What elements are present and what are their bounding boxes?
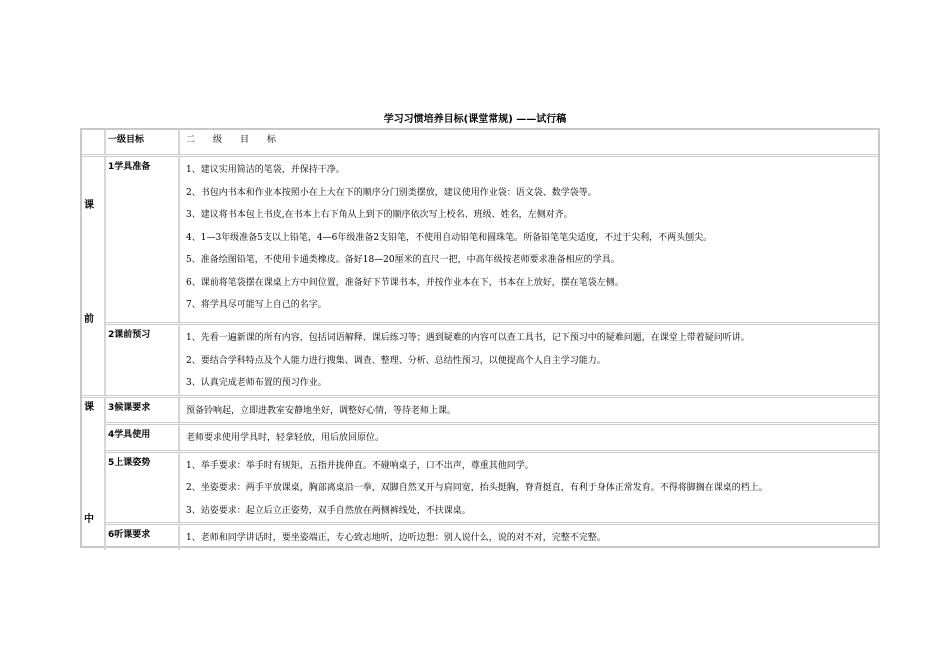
list-item: 1、建议实用简洁的笔袋，并保持干净。 bbox=[186, 165, 345, 175]
list-item: 1、老师和同学讲话时，要坐姿端正，专心致志地听，边听边想：别人说什么，说的对不对，完整不完整。 bbox=[186, 533, 606, 543]
table-row bbox=[82, 322, 878, 395]
table-row bbox=[82, 157, 878, 322]
phase-before-cell bbox=[82, 157, 106, 395]
list-item: 5、准备绘图铅笔，不使用卡通类橡皮。备好18—20厘米的直尺一把，中高年级按老师要求准备相应的学具。 bbox=[186, 255, 620, 265]
document-title: 学习习惯培养目标(课堂常规) ——试行稿 bbox=[383, 114, 567, 125]
phase-during-cell bbox=[82, 395, 106, 550]
category-label: 5上课姿势 bbox=[106, 450, 180, 523]
list-item: 3、认真完成老师布置的预习作业。 bbox=[186, 378, 327, 388]
list-item: 1、举手要求：举手时有规矩，五指并拢伸直。不碰响桌子，口不出声，尊重其他同学。 bbox=[186, 460, 534, 471]
category-label: 2课前预习 bbox=[106, 322, 180, 395]
list-item: 2、要结合学科特点及个人能力进行搜集、调查、整理、分析、总结性预习，以便提高个人自主学习能力。 bbox=[186, 355, 606, 366]
category-label: 4学具使用 bbox=[106, 422, 180, 450]
list-item: 2、书包内书本和作业本按照小在上大在下的顺序分门别类摆放，建议使用作业袋：语文袋、数学袋等。 bbox=[186, 187, 597, 198]
table-row bbox=[82, 522, 878, 550]
row-items bbox=[180, 395, 878, 423]
phase-during-char-2: 中 bbox=[84, 514, 94, 525]
list-item: 7、将学具尽可能写上自己的名字。 bbox=[186, 300, 327, 310]
phase-before-char-1: 课 bbox=[84, 200, 94, 211]
header-level-two: 二 级 目 标 bbox=[180, 130, 878, 157]
list-item: 1、先看一遍新课的所有内容，包括词语解释、课后练习等；遇到疑难的内容可以查工具书，记下预习中的疑难问题，在课堂上带着疑问听讲。 bbox=[186, 333, 750, 343]
row-items bbox=[180, 422, 878, 450]
table-row bbox=[82, 395, 878, 423]
phase-header-cell bbox=[82, 130, 106, 157]
list-item: 2、坐姿要求：两手平放课桌，胸部离桌沿一拳，双脚自然叉开与肩同宽，抬头挺胸，脊背挺直，有利于身体正常发育。不得将脚搁在课桌的档上。 bbox=[186, 483, 768, 493]
row-items bbox=[180, 157, 878, 322]
list-item: 6、课前将笔袋摆在课桌上方中间位置，准备好下节课书本，并按作业本在下，书本在上放好，摆在笔袋左侧。 bbox=[186, 277, 624, 288]
table-row bbox=[82, 422, 878, 450]
phase-before-char-2: 前 bbox=[84, 314, 94, 325]
phase-during-char-1: 课 bbox=[84, 402, 94, 413]
list-item: 3、建议将书本包上书皮,在书本上右下角从上到下的顺序依次写上校名、班级、姓名，左侧对齐。 bbox=[186, 210, 573, 220]
header-level-one: 一级目标 bbox=[106, 130, 180, 157]
table-header-row bbox=[82, 130, 878, 157]
row-items bbox=[180, 450, 878, 523]
category-label: 1学具准备 bbox=[106, 157, 180, 322]
table-row bbox=[82, 450, 878, 523]
category-label: 3候课要求 bbox=[106, 395, 180, 423]
list-item: 老师要求使用学具时，轻拿轻放，用后放回原位。 bbox=[186, 433, 385, 443]
row-items bbox=[180, 522, 878, 550]
list-item: 预备铃响起，立即进教室安静地坐好，调整好心情，等待老师上课。 bbox=[186, 405, 457, 416]
category-label: 6听课要求 bbox=[106, 522, 180, 550]
habits-table bbox=[82, 130, 878, 550]
row-items bbox=[180, 322, 878, 395]
list-item: 3、站姿要求：起立后立正姿势，双手自然放在两侧裤线处，不扶课桌。 bbox=[186, 505, 471, 516]
list-item: 4、1—3年级准备5支以上铅笔，4—6年级准备2支铅笔，不使用自动铅笔和圆珠笔。所备铅笔笔尖适度，不过于尖利，不两头刨尖。 bbox=[186, 232, 713, 243]
